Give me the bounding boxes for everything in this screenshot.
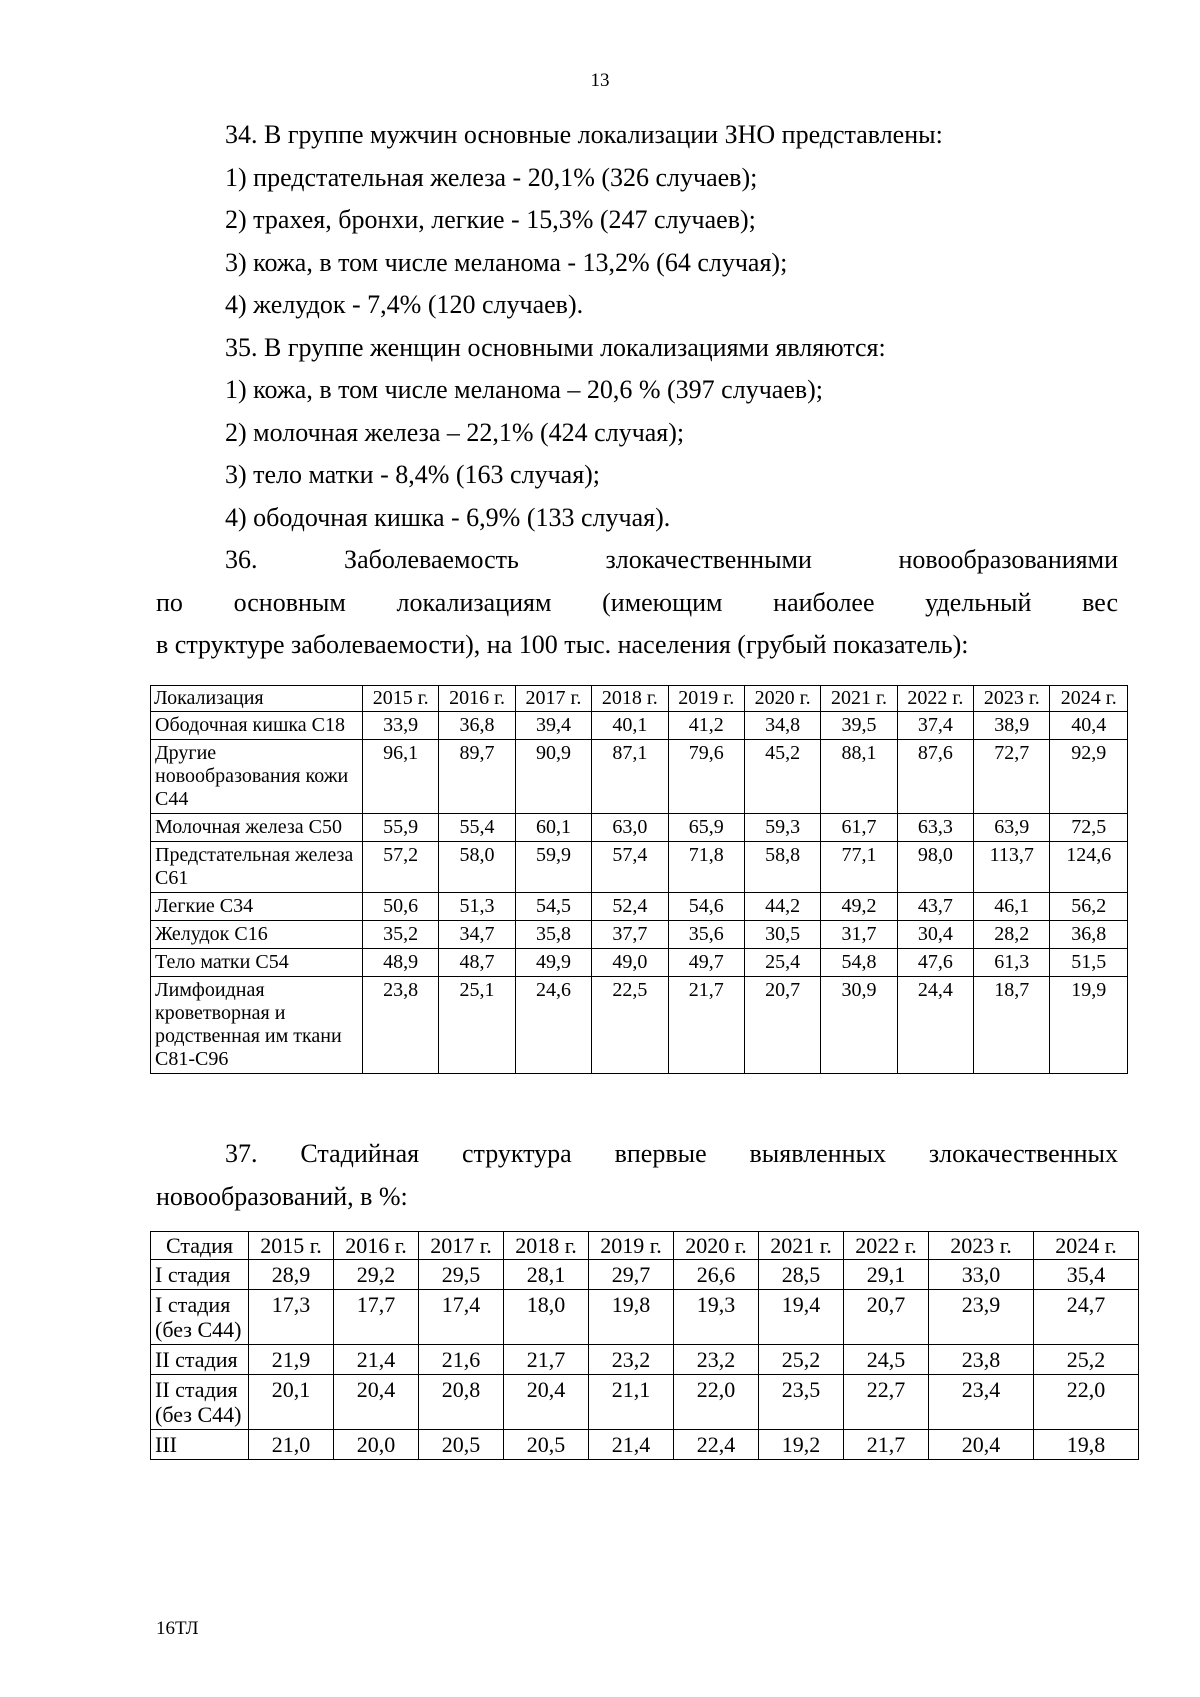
cell-value: 22,4 (674, 1430, 759, 1460)
cell-value: 61,3 (974, 949, 1050, 977)
table-header-row (151, 1232, 1139, 1260)
table-row (151, 712, 1128, 740)
cell-value: 35,6 (668, 921, 744, 949)
cell-value: 20,8 (419, 1375, 504, 1430)
list-item-men-3: 3) кожа, в том числе меланома - 13,2% (64 случая); (225, 247, 788, 277)
row-label: Лимфоидная кроветворная и родственная им ткани С81-С96 (151, 977, 363, 1074)
cell-value: 39,4 (515, 712, 591, 740)
cell-value: 48,7 (439, 949, 515, 977)
column-header-localization: Локализация (151, 686, 363, 712)
table-row (151, 842, 1128, 893)
cell-value: 20,5 (504, 1430, 589, 1460)
cell-value: 25,4 (744, 949, 820, 977)
cell-value: 65,9 (668, 814, 744, 842)
paragraph-35: 35. В группе женщин основными локализациями являются: (225, 332, 886, 362)
row-label: I стадия (151, 1260, 249, 1290)
cell-value: 88,1 (821, 740, 897, 814)
cell-value: 21,6 (419, 1345, 504, 1375)
column-header-2020: 2020 г. (744, 686, 820, 712)
cell-value: 22,0 (1034, 1375, 1139, 1430)
cell-value: 54,8 (821, 949, 897, 977)
table-row (151, 814, 1128, 842)
table-row (151, 1375, 1139, 1430)
cell-value: 21,7 (504, 1345, 589, 1375)
cell-value: 28,1 (504, 1260, 589, 1290)
column-header-2018: 2018 г. (592, 686, 668, 712)
cell-value: 72,7 (974, 740, 1050, 814)
cell-value: 17,7 (334, 1290, 419, 1345)
list-item-women-3: 3) тело матки - 8,4% (163 случая); (225, 460, 601, 489)
cell-value: 23,9 (929, 1290, 1034, 1345)
row-label: II стадия (без С44) (151, 1375, 249, 1430)
cell-value: 25,1 (439, 977, 515, 1074)
column-header-2016: 2016 г. (334, 1232, 419, 1260)
row-label: Ободочная кишка С18 (151, 712, 363, 740)
cell-value: 52,4 (592, 893, 668, 921)
cell-value: 41,2 (668, 712, 744, 740)
cell-value: 28,5 (759, 1260, 844, 1290)
cell-value: 19,9 (1050, 977, 1128, 1074)
cell-value: 58,8 (744, 842, 820, 893)
cell-value: 30,9 (821, 977, 897, 1074)
column-header-stage: Стадия (151, 1232, 249, 1260)
cell-value: 37,4 (897, 712, 973, 740)
cell-value: 48,9 (362, 949, 438, 977)
cell-value: 46,1 (974, 893, 1050, 921)
cell-value: 38,9 (974, 712, 1050, 740)
cell-value: 20,0 (334, 1430, 419, 1460)
cell-value: 23,2 (674, 1345, 759, 1375)
column-header-2022: 2022 г. (844, 1232, 929, 1260)
table-row (151, 977, 1128, 1074)
cell-value: 21,0 (249, 1430, 334, 1460)
cell-value: 89,7 (439, 740, 515, 814)
cell-value: 49,2 (821, 893, 897, 921)
section-text-2 (156, 1133, 1118, 1218)
cell-value: 23,8 (929, 1345, 1034, 1375)
cell-value: 28,2 (974, 921, 1050, 949)
row-label: II стадия (151, 1345, 249, 1375)
cell-value: 59,9 (515, 842, 591, 893)
cell-value: 36,8 (439, 712, 515, 740)
cell-value: 37,7 (592, 921, 668, 949)
cell-value: 30,4 (897, 921, 973, 949)
cell-value: 23,8 (362, 977, 438, 1074)
cell-value: 21,1 (589, 1375, 674, 1430)
cell-value: 63,3 (897, 814, 973, 842)
cell-value: 18,0 (504, 1290, 589, 1345)
table-row (151, 1290, 1139, 1345)
cell-value: 92,9 (1050, 740, 1128, 814)
list-item-men-1: 1) предстательная железа - 20,1% (326 случаев); (225, 162, 758, 192)
cell-value: 47,6 (897, 949, 973, 977)
cell-value: 34,7 (439, 921, 515, 949)
cell-value: 44,2 (744, 893, 820, 921)
cell-value: 23,4 (929, 1375, 1034, 1430)
cell-value: 20,7 (844, 1290, 929, 1345)
cell-value: 45,2 (744, 740, 820, 814)
cell-value: 58,0 (439, 842, 515, 893)
cell-value: 25,2 (759, 1345, 844, 1375)
cell-value: 23,5 (759, 1375, 844, 1430)
cell-value: 20,4 (504, 1375, 589, 1430)
cell-value: 22,7 (844, 1375, 929, 1430)
column-header-2020: 2020 г. (674, 1232, 759, 1260)
stage-structure-table (150, 1231, 1139, 1460)
cell-value: 54,6 (668, 893, 744, 921)
cell-value: 36,8 (1050, 921, 1128, 949)
column-header-2024: 2024 г. (1050, 686, 1128, 712)
cell-value: 87,1 (592, 740, 668, 814)
paragraph-36-line-3: в структуре заболеваемости), на 100 тыс. населения (грубый показатель): (156, 630, 969, 659)
cell-value: 98,0 (897, 842, 973, 893)
cell-value: 77,1 (821, 842, 897, 893)
cell-value: 25,2 (1034, 1345, 1139, 1375)
cell-value: 49,9 (515, 949, 591, 977)
cell-value: 23,2 (589, 1345, 674, 1375)
cell-value: 55,9 (362, 814, 438, 842)
cell-value: 63,9 (974, 814, 1050, 842)
cell-value: 19,2 (759, 1430, 844, 1460)
cell-value: 19,8 (1034, 1430, 1139, 1460)
column-header-2016: 2016 г. (439, 686, 515, 712)
paragraph-37-line-2: новообразований, в %: (156, 1181, 408, 1211)
cell-value: 40,1 (592, 712, 668, 740)
column-header-2017: 2017 г. (419, 1232, 504, 1260)
column-header-2018: 2018 г. (504, 1232, 589, 1260)
cell-value: 20,7 (744, 977, 820, 1074)
cell-value: 57,2 (362, 842, 438, 893)
cell-value: 35,4 (1034, 1260, 1139, 1290)
cell-value: 29,2 (334, 1260, 419, 1290)
row-label: Предстательная железа С61 (151, 842, 363, 893)
cell-value: 22,0 (674, 1375, 759, 1430)
cell-value: 90,9 (515, 740, 591, 814)
cell-value: 43,7 (897, 893, 973, 921)
cell-value: 33,0 (929, 1260, 1034, 1290)
cell-value: 24,6 (515, 977, 591, 1074)
cell-value: 31,7 (821, 921, 897, 949)
cell-value: 59,3 (744, 814, 820, 842)
cell-value: 71,8 (668, 842, 744, 893)
column-header-2019: 2019 г. (589, 1232, 674, 1260)
cell-value: 20,4 (334, 1375, 419, 1430)
table-row (151, 1260, 1139, 1290)
cell-value: 29,5 (419, 1260, 504, 1290)
column-header-2019: 2019 г. (668, 686, 744, 712)
cell-value: 20,5 (419, 1430, 504, 1460)
column-header-2015: 2015 г. (362, 686, 438, 712)
list-item-men-2: 2) трахея, бронхи, легкие - 15,3% (247 случаев); (225, 205, 756, 234)
row-label: Тело матки С54 (151, 949, 363, 977)
cell-value: 26,6 (674, 1260, 759, 1290)
cell-value: 21,7 (844, 1430, 929, 1460)
cell-value: 21,4 (589, 1430, 674, 1460)
list-item-women-1: 1) кожа, в том числе меланома – 20,6 % (397 случаев); (225, 375, 824, 404)
cell-value: 34,8 (744, 712, 820, 740)
cell-value: 35,2 (362, 921, 438, 949)
cell-value: 17,3 (249, 1290, 334, 1345)
column-header-2021: 2021 г. (759, 1232, 844, 1260)
cell-value: 56,2 (1050, 893, 1128, 921)
cell-value: 19,8 (589, 1290, 674, 1345)
cell-value: 17,4 (419, 1290, 504, 1345)
cell-value: 19,4 (759, 1290, 844, 1345)
table-header-row (151, 686, 1128, 712)
column-header-2017: 2017 г. (515, 686, 591, 712)
cell-value: 33,9 (362, 712, 438, 740)
cell-value: 39,5 (821, 712, 897, 740)
list-item-men-4: 4) желудок - 7,4% (120 случаев). (225, 290, 584, 319)
cell-value: 18,7 (974, 977, 1050, 1074)
cell-value: 29,1 (844, 1260, 929, 1290)
cell-value: 24,5 (844, 1345, 929, 1375)
cell-value: 72,5 (1050, 814, 1128, 842)
cell-value: 79,6 (668, 740, 744, 814)
row-label: Другие новообразования кожи С44 (151, 740, 363, 814)
paragraph-34: 34. В группе мужчин основные локализации ЗНО представлены: (225, 120, 943, 149)
paragraph-36-line-1: 36. Заболеваемость злокачественными новообразованиями (225, 545, 1118, 574)
cell-value: 51,5 (1050, 949, 1128, 977)
cell-value: 24,7 (1034, 1290, 1139, 1345)
cell-value: 40,4 (1050, 712, 1128, 740)
list-item-women-2: 2) молочная железа – 22,1% (424 случая); (225, 417, 685, 447)
cell-value: 113,7 (974, 842, 1050, 893)
cell-value: 21,7 (668, 977, 744, 1074)
column-header-2024: 2024 г. (1034, 1232, 1139, 1260)
cell-value: 60,1 (515, 814, 591, 842)
cell-value: 19,3 (674, 1290, 759, 1345)
table-row (151, 1430, 1139, 1460)
cell-value: 61,7 (821, 814, 897, 842)
cell-value: 57,4 (592, 842, 668, 893)
cell-value: 20,1 (249, 1375, 334, 1430)
cell-value: 96,1 (362, 740, 438, 814)
cell-value: 50,6 (362, 893, 438, 921)
row-label: Молочная железа С50 (151, 814, 363, 842)
incidence-table (150, 685, 1128, 1074)
row-label: III (151, 1430, 249, 1460)
cell-value: 63,0 (592, 814, 668, 842)
list-item-women-4: 4) ободочная кишка - 6,9% (133 случая). (225, 502, 671, 532)
column-header-2023: 2023 г. (929, 1232, 1034, 1260)
cell-value: 54,5 (515, 893, 591, 921)
table-row (151, 893, 1128, 921)
row-label: Легкие С34 (151, 893, 363, 921)
paragraph-37-line-1: 37. Стадийная структура впервые выявленных злокачественных (225, 1139, 1118, 1168)
cell-value: 49,0 (592, 949, 668, 977)
column-header-2023: 2023 г. (974, 686, 1050, 712)
footer-code: 16ТЛ (156, 1618, 199, 1639)
row-label: I стадия (без С44) (151, 1290, 249, 1345)
table-row (151, 949, 1128, 977)
column-header-2015: 2015 г. (249, 1232, 334, 1260)
table-row (151, 740, 1128, 814)
cell-value: 49,7 (668, 949, 744, 977)
section-text-1 (156, 114, 1118, 667)
cell-value: 28,9 (249, 1260, 334, 1290)
cell-value: 29,7 (589, 1260, 674, 1290)
column-header-2022: 2022 г. (897, 686, 973, 712)
column-header-2021: 2021 г. (821, 686, 897, 712)
row-label: Желудок С16 (151, 921, 363, 949)
cell-value: 87,6 (897, 740, 973, 814)
page-number: 13 (590, 70, 610, 91)
table-row (151, 921, 1128, 949)
cell-value: 21,4 (334, 1345, 419, 1375)
cell-value: 35,8 (515, 921, 591, 949)
cell-value: 22,5 (592, 977, 668, 1074)
cell-value: 24,4 (897, 977, 973, 1074)
cell-value: 55,4 (439, 814, 515, 842)
cell-value: 124,6 (1050, 842, 1128, 893)
cell-value: 51,3 (439, 893, 515, 921)
cell-value: 20,4 (929, 1430, 1034, 1460)
cell-value: 21,9 (249, 1345, 334, 1375)
paragraph-36-line-2: по основным локализациям (имеющим наиболее удельный вес (156, 587, 1118, 617)
table-row (151, 1345, 1139, 1375)
cell-value: 30,5 (744, 921, 820, 949)
